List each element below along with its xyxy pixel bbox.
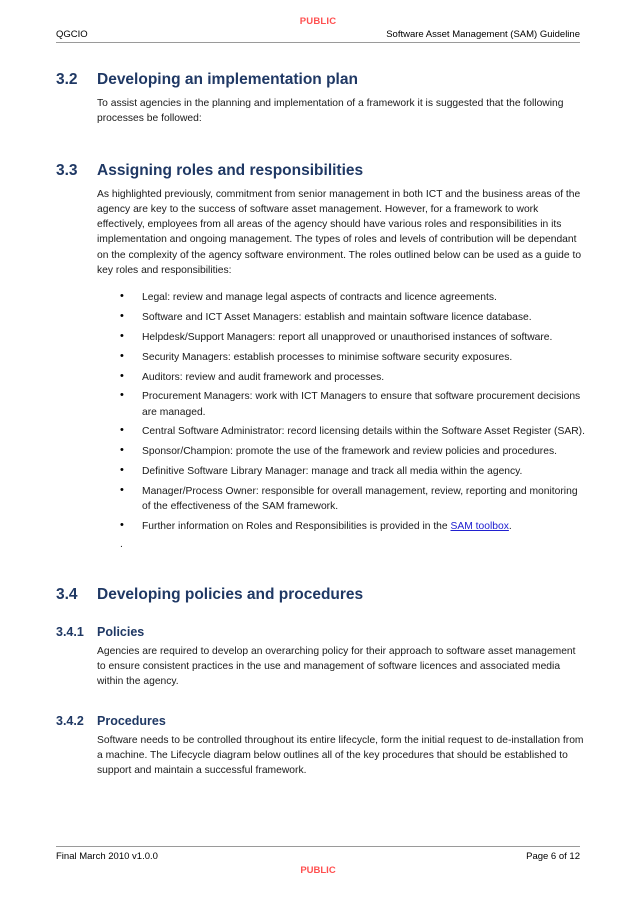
paragraph-3-4-1: Agencies are required to develop an overarching policy for their approach to software asset management to ensure consistent practices in the use and management of software licences and associated media within the agency. xyxy=(97,645,576,688)
list-spacer xyxy=(56,278,586,290)
list-item: • Central Software Administrator: record licensing details within the Software Asset Register (SAR). xyxy=(120,424,586,439)
list-item: • Software and ICT Asset Managers: establish and maintain software licence database. xyxy=(120,310,586,325)
heading-3-4-2-title: Procedures xyxy=(97,713,166,728)
list-item: • Sponsor/Champion: promote the use of the framework and review policies and procedures. xyxy=(120,444,586,459)
footer-rule-row xyxy=(56,846,580,862)
header-rule-row xyxy=(56,29,580,43)
heading-3-2 xyxy=(56,70,586,90)
heading-3-3-number: 3.3 xyxy=(56,161,78,179)
section-spacer xyxy=(56,551,586,585)
heading-3-3 xyxy=(56,161,586,181)
subsection-spacer xyxy=(56,611,586,623)
footer-classification-label: PUBLIC xyxy=(300,865,336,876)
section-spacer xyxy=(56,127,586,161)
heading-3-2-title: Developing an implementation plan xyxy=(97,71,358,88)
heading-3-4-2 xyxy=(56,712,586,730)
heading-3-2-number: 3.2 xyxy=(56,71,78,88)
list-item: • Procurement Managers: work with ICT Managers to ensure that software procurement decisions are managed. xyxy=(120,389,586,420)
footer-version: Final March 2010 v1.0.0 xyxy=(56,851,158,862)
document-body xyxy=(56,70,586,779)
subsection-spacer xyxy=(56,690,586,712)
heading-3-3-title: Assigning roles and responsibilities xyxy=(97,161,364,179)
list-item: • Manager/Process Owner: responsible for overall management, review, reporting and monitoring of the effectiveness of the SAM framework. xyxy=(120,484,586,515)
heading-3-4-1 xyxy=(56,623,586,641)
link-bullet-text-after: . xyxy=(508,520,512,532)
trailing-punctuation: . xyxy=(120,538,123,550)
heading-3-4-number: 3.4 xyxy=(56,585,78,603)
heading-3-4-1-number: 3.4.1 xyxy=(56,624,84,639)
paragraph-3-2: To assist agencies in the planning and implementation of a framework it is suggested that the following processes be followed: xyxy=(97,98,564,125)
list-item-with-link xyxy=(120,519,586,534)
header-classification-label: PUBLIC xyxy=(299,16,337,27)
heading-3-4-1-title: Policies xyxy=(97,624,145,639)
list-item: • Helpdesk/Support Managers: report all unapproved or unauthorised instances of software. xyxy=(120,330,586,345)
link-bullet-text-before: Further information on Roles and Responsibilities is provided in the xyxy=(142,520,451,532)
page-footer xyxy=(56,846,580,878)
heading-3-4-2-number: 3.4.2 xyxy=(56,713,84,728)
page-header xyxy=(56,16,580,43)
header-document-title: Software Asset Management (SAM) Guideline xyxy=(386,29,580,40)
list-item: • Legal: review and manage legal aspects of contracts and licence agreements. xyxy=(120,290,586,305)
list-item: • Auditors: review and audit framework and processes. xyxy=(120,370,586,385)
footer-page-number: Page 6 of 12 xyxy=(526,851,580,862)
list-item: • Security Managers: establish processes to minimise software security exposures. xyxy=(120,350,586,365)
header-organisation: QGCIO xyxy=(56,29,88,40)
list-item: • Definitive Software Library Manager: manage and track all media within the agency. xyxy=(120,464,586,479)
paragraph-3-4-2: Software needs to be controlled throughout its entire lifecycle, form the initial request to de-installation from a machine. The Lifecycle diagram below outlines all of the key procedures that should be established to support and maintain a successful framework. xyxy=(97,734,584,777)
roles-list xyxy=(56,290,586,534)
sam-toolbox-link[interactable]: SAM toolbox xyxy=(450,520,509,532)
heading-3-4-title: Developing policies and procedures xyxy=(97,585,364,603)
heading-3-4 xyxy=(56,585,586,605)
paragraph-3-3: As highlighted previously, commitment from senior management in both ICT and the business areas of the agency are key to the success of software asset management. However, for a framework to work effectively, employees from all areas of the agency should have various roles and responsibilities in its implementation and ongoing management. The types of roles and levels of contribution will be dependant on the complexity of the agency software environment. The roles outlined below can be used as a guide to key roles and responsibilities: xyxy=(97,188,582,277)
